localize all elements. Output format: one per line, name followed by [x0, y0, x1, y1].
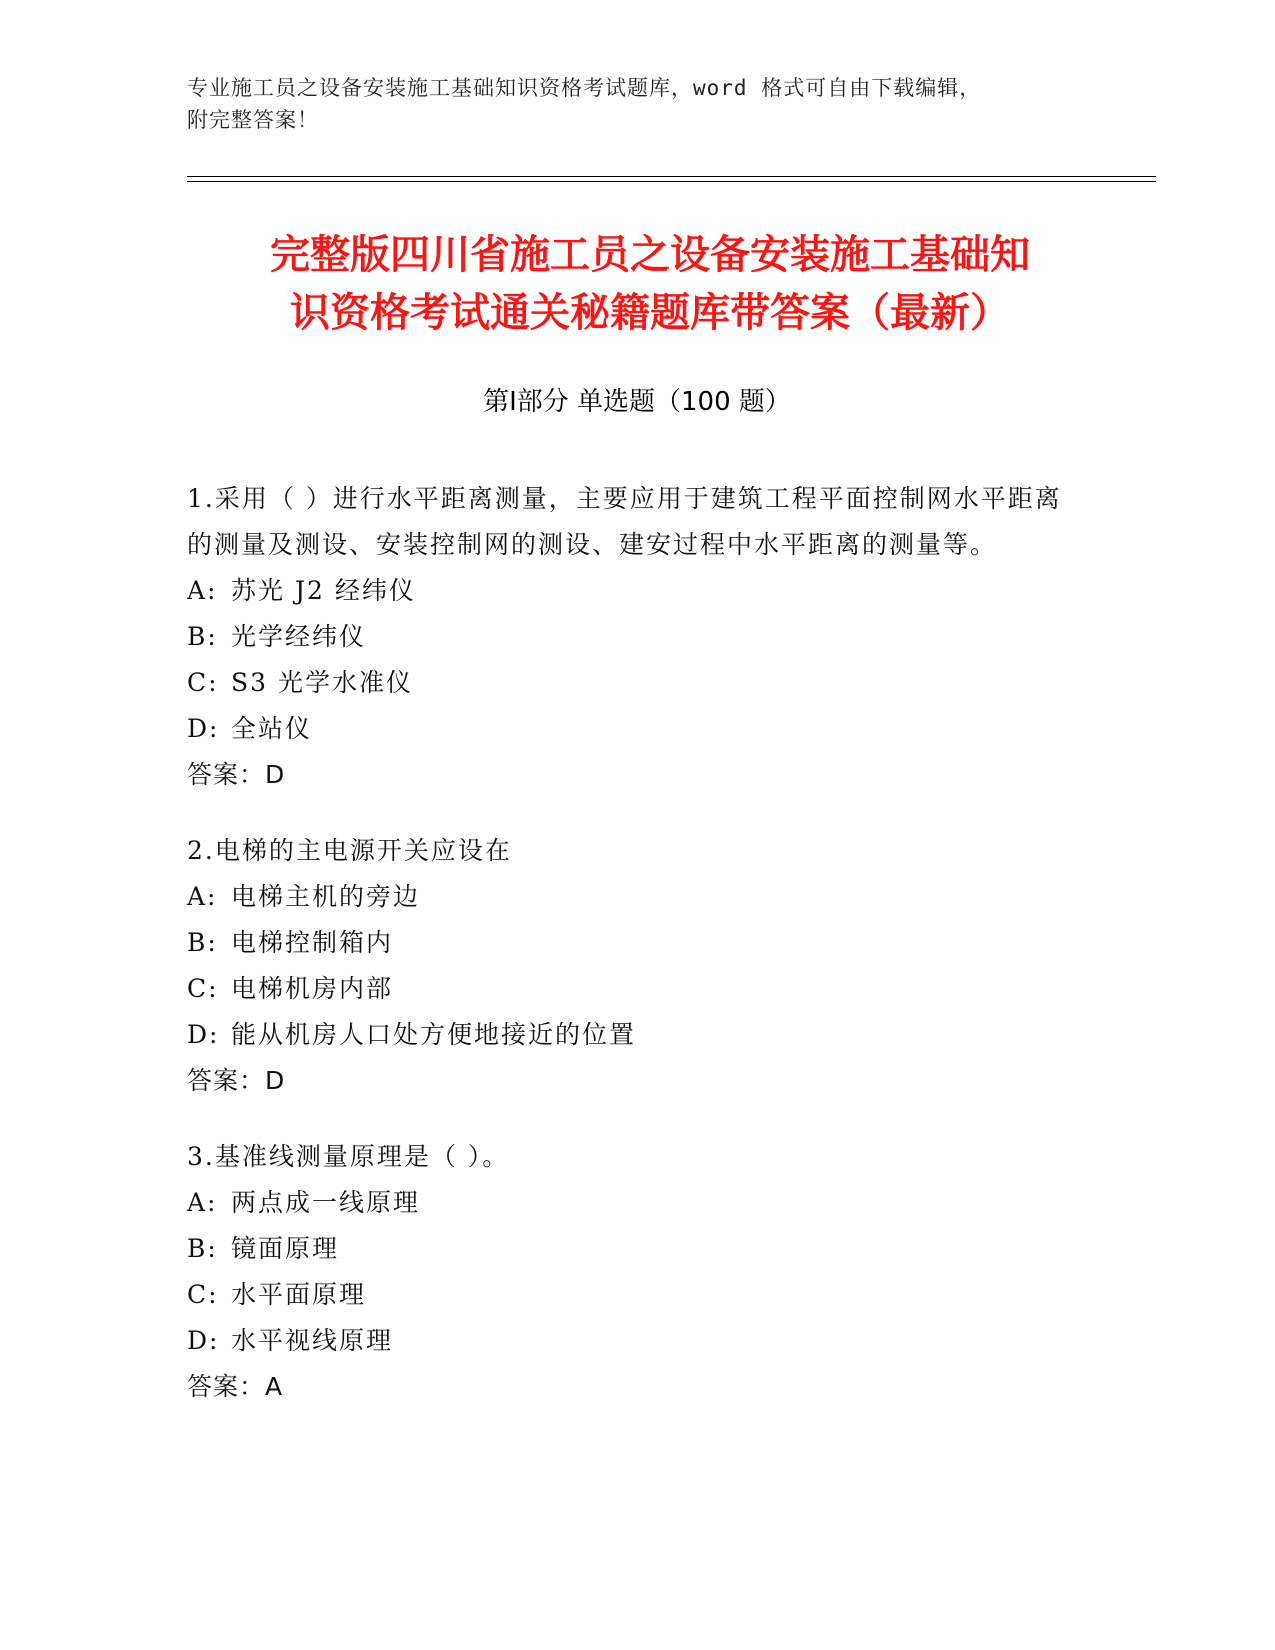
option-letter: A:	[187, 576, 218, 605]
header-note-line-2: 附完整答案！	[187, 108, 319, 132]
option-letter: C:	[187, 1280, 219, 1309]
option-a	[187, 874, 1087, 920]
option-letter: C:	[187, 668, 219, 697]
option-b	[187, 920, 1087, 966]
header-divider-top	[187, 176, 1156, 177]
option-letter: D:	[187, 1020, 220, 1049]
option-letter: A:	[187, 1188, 218, 1217]
question-3	[187, 1134, 1087, 1410]
answer-line: 答案：D	[187, 1066, 286, 1095]
option-text: 光学经纬仪	[231, 622, 367, 651]
answer-line: 答案：D	[187, 760, 286, 789]
document-title-line-1: 完整版四川省施工员之设备安装施工基础知	[270, 232, 1030, 278]
question-stem: 3.基准线测量原理是（ ）。	[187, 1142, 510, 1171]
option-letter: B:	[187, 1234, 218, 1263]
document-title	[190, 226, 1110, 342]
option-letter: D:	[187, 1326, 220, 1355]
option-text: 全站仪	[231, 714, 313, 743]
answer-line: 答案：A	[187, 1372, 284, 1401]
option-c	[187, 966, 1087, 1012]
option-text: 能从机房人口处方便地接近的位置	[231, 1020, 637, 1049]
option-b	[187, 1226, 1087, 1272]
option-letter: D:	[187, 714, 220, 743]
header-divider-bottom	[187, 181, 1156, 182]
document-title-line-2: 识资格考试通关秘籍题库带答案（最新）	[290, 290, 1010, 336]
question-stem: 2.电梯的主电源开关应设在	[187, 836, 512, 865]
option-letter: C:	[187, 974, 219, 1003]
option-text: 水平面原理	[231, 1280, 367, 1309]
option-text: 水平视线原理	[231, 1326, 394, 1355]
option-c	[187, 660, 1087, 706]
question-2	[187, 828, 1087, 1104]
option-text: 电梯机房内部	[231, 974, 394, 1003]
header-note-line-1: 专业施工员之设备安装施工基础知识资格考试题库，word 格式可自由下载编辑，	[187, 76, 982, 100]
section-heading: 第Ⅰ部分 单选题（100 题）	[483, 387, 791, 417]
question-stem: 1.采用（ ）进行水平距离测量，主要应用于建筑工程平面控制网水平距离的测量及测设、安装控制网的测设、建安过程中水平距离的测量等。	[187, 484, 1062, 559]
option-text: 两点成一线原理	[231, 1188, 421, 1217]
option-a	[187, 568, 1087, 614]
question-1	[187, 476, 1087, 798]
option-d	[187, 1012, 1087, 1058]
option-letter: A:	[187, 882, 218, 911]
question-list	[187, 476, 1087, 1440]
option-letter: B:	[187, 622, 218, 651]
header-note	[187, 72, 1087, 136]
option-c	[187, 1272, 1087, 1318]
option-d	[187, 706, 1087, 752]
option-text: 苏光 J2 经纬仪	[231, 576, 416, 605]
option-text: 电梯控制箱内	[231, 928, 394, 957]
option-a	[187, 1180, 1087, 1226]
option-letter: B:	[187, 928, 218, 957]
option-d	[187, 1318, 1087, 1364]
option-text: S3 光学水准仪	[231, 668, 413, 697]
option-b	[187, 614, 1087, 660]
option-text: 电梯主机的旁边	[231, 882, 421, 911]
option-text: 镜面原理	[231, 1234, 340, 1263]
